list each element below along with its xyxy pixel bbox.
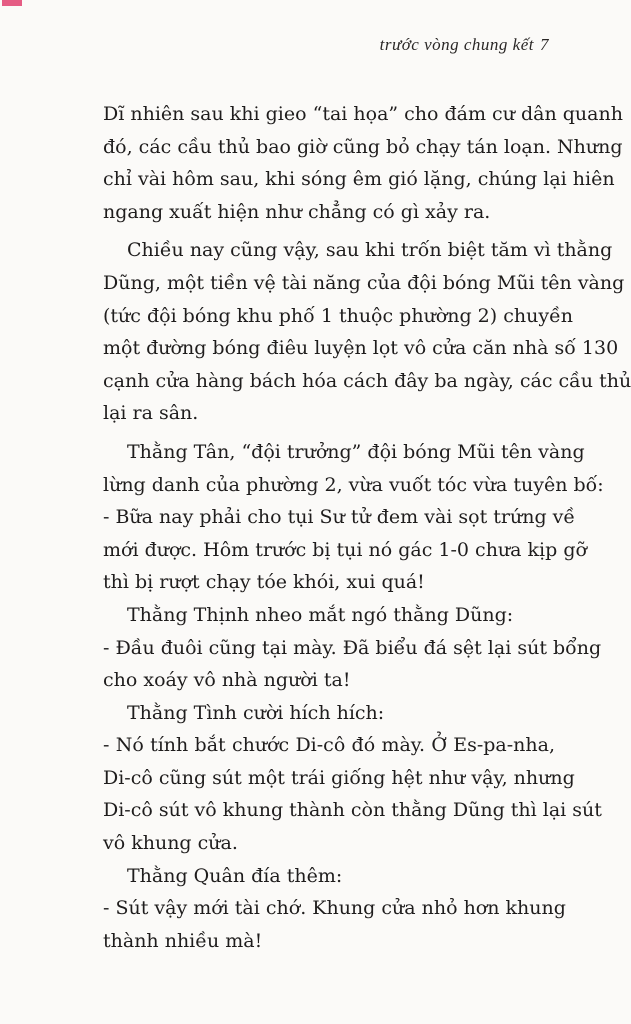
text-line: đó, các cầu thủ bao giờ cũng bỏ chạy tán loạn. Nhưng — [103, 135, 623, 158]
text-line: thì bị rượt chạy tóe khói, xui quá! — [103, 571, 425, 594]
text-line: (tức đội bóng khu phố 1 thuộc phường 2) chuyền — [103, 304, 573, 327]
text-line: - Sút vậy mới tài chớ. Khung cửa nhỏ hơn khung — [103, 897, 566, 920]
text-line: lừng danh của phường 2, vừa vuốt tóc vừa tuyên bố: — [103, 473, 604, 496]
text-line: - Nó tính bắt chước Di-cô đó mày. Ở Es-pa-nha, — [103, 734, 555, 757]
running-header — [380, 35, 549, 55]
page-edge-mark — [2, 0, 22, 6]
running-title: trước vòng chung kết — [379, 35, 534, 54]
text-line: cạnh cửa hàng bách hóa cách đây ba ngày, các cầu thủ — [103, 369, 631, 392]
text-line: Dũng, một tiền vệ tài năng của đội bóng Mũi tên vàng — [103, 271, 625, 294]
text-line: Thằng Quân đía thêm: — [127, 864, 343, 887]
text-line: - Bữa nay phải cho tụi Sư tử đem vài sọt trứng về — [103, 506, 576, 529]
text-line: vô khung cửa. — [103, 832, 238, 855]
text-line: ngang xuất hiện như chẳng có gì xảy ra. — [103, 200, 491, 223]
text-line: cho xoáy vô nhà người ta! — [103, 669, 351, 692]
text-line: lại ra sân. — [103, 402, 199, 425]
text-line: Thằng Tân, “đội trưởng” đội bóng Mũi tên vàng — [127, 440, 585, 463]
text-line: thành nhiều mà! — [103, 929, 263, 952]
text-line: Thằng Tình cười hích hích: — [127, 701, 385, 724]
text-line: Thằng Thịnh nheo mắt ngó thằng Dũng: — [127, 603, 514, 626]
text-line: Di-cô sút vô khung thành còn thằng Dũng thì lại sút — [103, 799, 602, 822]
text-line: Di-cô cũng sút một trái giống hệt như vậy, nhưng — [103, 766, 575, 789]
body-text — [103, 98, 631, 957]
text-line: mới được. Hôm trước bị tụi nó gác 1-0 chưa kịp gỡ — [103, 538, 587, 561]
text-line: - Đầu đuôi cũng tại mày. Đã biểu đá sệt lại sút bổng — [103, 636, 602, 659]
text-line: chỉ vài hôm sau, khi sóng êm gió lặng, chúng lại hiên — [103, 168, 615, 191]
text-line: Dĩ nhiên sau khi gieo “tai họa” cho đám cư dân quanh — [103, 103, 623, 125]
page-number: 7 — [540, 35, 549, 54]
text-line: một đường bóng điêu luyện lọt vô cửa căn nhà số 130 — [103, 337, 619, 360]
text-line: Chiều nay cũng vậy, sau khi trốn biệt tăm vì thằng — [127, 239, 613, 262]
